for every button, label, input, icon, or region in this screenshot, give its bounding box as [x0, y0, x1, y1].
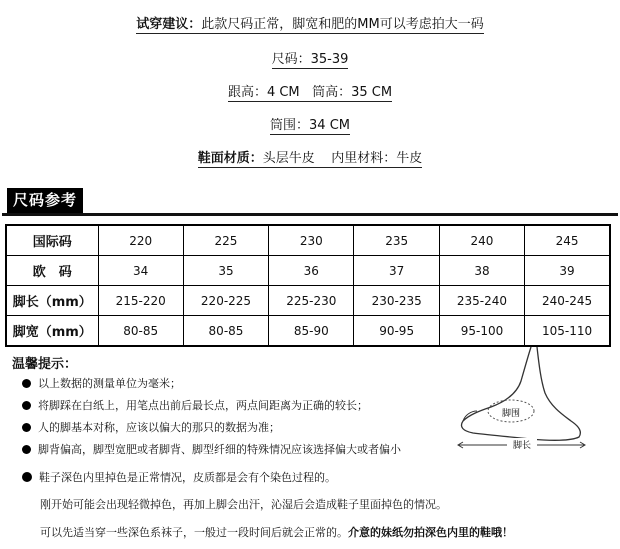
size-cell: 235-240 [439, 286, 524, 316]
care-note-line-3 [40, 526, 513, 540]
size-cell: 80-85 [98, 316, 183, 347]
heel-height-label: 跟高： [227, 85, 267, 100]
fit-advice-label: 试穿建议： [136, 17, 202, 32]
foot-measure-diagram [455, 345, 615, 453]
size-row-label: 国际码 [6, 225, 98, 256]
tip-text-3: 人的脚基本对称，应该以偏大的那只的数据为准； [38, 421, 280, 434]
care-note-line-3-text: 可以先适当穿一些深色系袜子，一般过一段时间后就会正常的。 [40, 526, 348, 539]
size-cell: 215-220 [98, 286, 183, 316]
size-cell: 37 [354, 256, 439, 286]
size-cell: 80-85 [183, 316, 268, 347]
size-row [6, 225, 610, 256]
size-cell: 230 [269, 225, 354, 256]
size-range-line [0, 52, 620, 68]
size-cell: 39 [525, 256, 610, 286]
upper-material-value: 头层牛皮 [262, 151, 315, 166]
tip-item-4 [22, 443, 401, 457]
size-cell: 35 [183, 256, 268, 286]
size-cell: 235 [354, 225, 439, 256]
size-row-label: 欧 码 [6, 256, 98, 286]
foot-outline [461, 347, 580, 440]
fit-advice-text: 此款尺码正常，脚宽和肥的MM可以考虑拍大一码 [201, 17, 484, 32]
size-row-label: 脚宽（mm） [6, 316, 98, 347]
size-range-value: 35-39 [310, 52, 349, 67]
size-cell: 230-235 [354, 286, 439, 316]
size-cell: 38 [439, 256, 524, 286]
bullet-icon [22, 472, 32, 482]
size-row-label: 脚长（mm） [6, 286, 98, 316]
size-cell: 225 [183, 225, 268, 256]
tip-item-2 [22, 399, 368, 413]
heel-height-value: 4 CM [266, 85, 300, 100]
bullet-icon [22, 445, 31, 454]
size-row [6, 316, 610, 347]
upper-material-label: 鞋面材质： [197, 151, 263, 166]
size-cell: 85-90 [269, 316, 354, 347]
bullet-icon [22, 401, 31, 410]
care-note [22, 471, 336, 485]
size-cell: 225-230 [269, 286, 354, 316]
size-cell: 34 [98, 256, 183, 286]
size-cell: 240 [439, 225, 524, 256]
care-note-warning: 介意的妹纸勿拍深色内里的鞋哦！ [348, 526, 513, 539]
tip-text-1: 以上数据的测量单位为毫米； [38, 377, 181, 390]
size-cell: 105-110 [525, 316, 610, 347]
material-line [0, 151, 620, 167]
size-cell: 245 [525, 225, 610, 256]
foot-length-label: 脚长 [512, 441, 532, 451]
shaft-height-label: 筒高： [312, 85, 352, 100]
size-row [6, 286, 610, 316]
lining-material-value: 牛皮 [396, 151, 423, 166]
size-cell: 240-245 [525, 286, 610, 316]
tip-text-2: 将脚踩在白纸上，用笔点出前后最长点，两点间距离为正确的较长； [38, 399, 368, 412]
circumference-line [0, 118, 620, 134]
tip-text-4: 脚背偏高，脚型宽肥或者脚背、脚型纤细的特殊情况应该选择偏大或者偏小 [38, 443, 401, 456]
care-note-text: 鞋子深色内里掉色是正常情况，皮质都是会有个染色过程的。 [39, 471, 336, 484]
bullet-icon [22, 379, 31, 388]
size-chart-tab: 尺码参考 [7, 188, 83, 213]
shaft-height-value: 35 CM [351, 85, 393, 100]
tips-title: 温馨提示： [12, 357, 78, 372]
care-note-line-2: 刚开始可能会出现轻微掉色，再加上脚会出汗，沁湿后会造成鞋子里面掉色的情况。 [40, 498, 447, 511]
size-range-label: 尺码： [271, 52, 311, 67]
foot-width-label: 脚围 [501, 409, 521, 419]
lining-material-label: 内里材料： [331, 151, 397, 166]
size-cell: 220-225 [183, 286, 268, 316]
size-cell: 36 [269, 256, 354, 286]
circumference-value: 34 CM [309, 118, 350, 133]
size-chart-divider [2, 213, 618, 216]
fit-advice-line [0, 17, 620, 33]
heel-shaft-line [0, 85, 620, 101]
size-cell: 220 [98, 225, 183, 256]
size-cell: 90-95 [354, 316, 439, 347]
size-chart-table [5, 224, 611, 347]
circumference-label: 筒围： [270, 118, 310, 133]
bullet-icon [22, 423, 31, 432]
size-cell: 95-100 [439, 316, 524, 347]
tip-item-3 [22, 421, 280, 435]
tip-item-1 [22, 377, 181, 391]
size-row [6, 256, 610, 286]
